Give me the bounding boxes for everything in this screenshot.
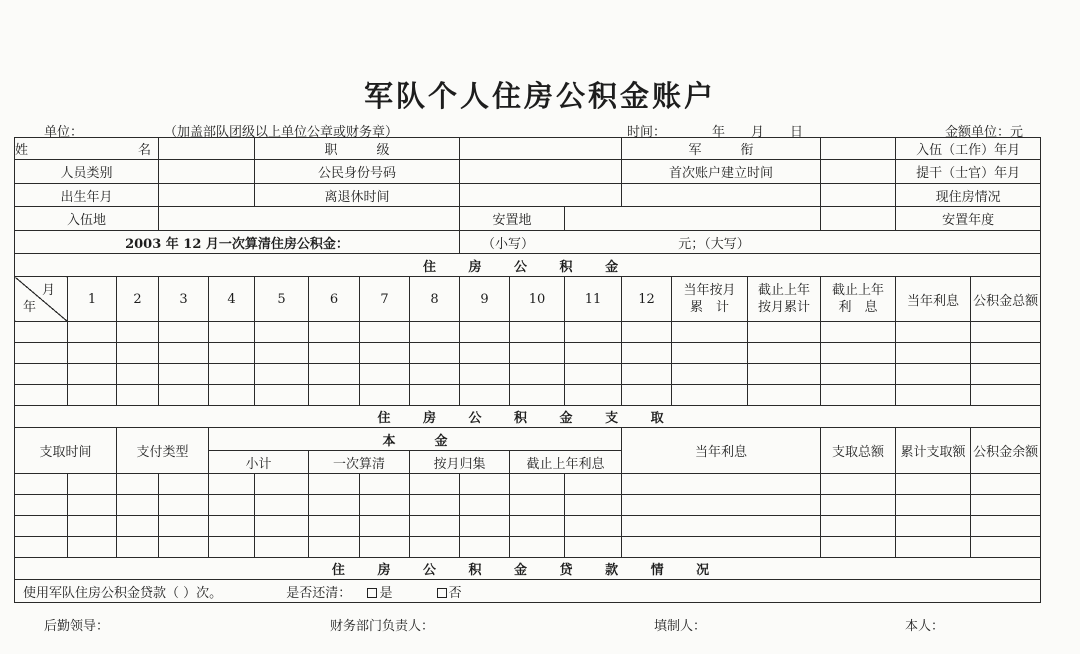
entry-cell[interactable] [410,322,460,343]
entry-cell[interactable] [255,385,309,406]
info-row-3 [15,184,1041,207]
month-header-4: 4 [209,277,255,322]
time-label: 时间： [627,125,667,140]
info-row-1 [15,138,1041,160]
entry-cell[interactable] [360,322,410,343]
stamp-note: （加盖部队团级以上单位公章或财务章） [164,125,399,140]
entry-cell[interactable] [410,495,460,516]
entry-cell[interactable] [209,516,255,537]
entry-cell[interactable] [565,322,622,343]
entry-cell[interactable] [748,385,821,406]
loan-section-header [15,558,1041,580]
entry-cell[interactable] [117,322,159,343]
logistics-leader-label: 后勤领导： [44,619,110,634]
entry-cell[interactable] [672,364,748,385]
entry-cell[interactable] [510,495,565,516]
entry-cell[interactable] [255,474,309,495]
settle-year-label: 安置年度 [896,207,1041,231]
entry-cell[interactable] [971,474,1041,495]
entry-cell[interactable] [309,516,360,537]
promotion-date-label: 提干（士官）年月 [896,160,1041,184]
entry-cell[interactable] [460,474,510,495]
entry-cell[interactable] [510,364,565,385]
entry-cell[interactable] [255,516,309,537]
withdraw-time-header: 支取时间 [15,428,117,474]
entry-cell[interactable] [159,322,209,343]
housing-status-label: 现住房情况 [896,184,1041,207]
entry-cell[interactable] [410,474,460,495]
entry-cell[interactable] [410,364,460,385]
month-year-diagonal-cell [15,277,68,322]
entry-cell[interactable] [622,474,821,495]
entry-cell[interactable] [565,385,622,406]
id-number-value[interactable] [460,160,622,184]
entry-cell[interactable] [821,495,896,516]
entry-cell[interactable] [510,516,565,537]
retire-time-label: 离退休时间 [255,184,460,207]
enlist-date-label: 入伍（工作）年月 [896,138,1041,160]
entry-cell[interactable] [159,385,209,406]
entry-cell[interactable] [410,516,460,537]
monthly-total-header [672,277,748,322]
entry-cell[interactable] [510,537,565,558]
month-header-3: 3 [159,277,209,322]
entry-cell[interactable] [159,537,209,558]
entry-cell[interactable] [117,537,159,558]
rank-value[interactable] [821,138,896,160]
entry-cell[interactable] [565,343,622,364]
entry-cell[interactable] [460,537,510,558]
prev-monthly-line2: 按月累计 [758,300,811,315]
entry-cell[interactable] [510,343,565,364]
entry-cell[interactable] [622,364,672,385]
entry-cell[interactable] [821,343,896,364]
entry-cell[interactable] [360,495,410,516]
entry-cell[interactable] [255,343,309,364]
fund-column-headers [15,277,1041,322]
fund-total-header: 公积金总额 [971,277,1041,322]
entry-cell[interactable] [360,385,410,406]
paid-off-label: 是否还清： [286,585,352,601]
entry-cell[interactable] [360,343,410,364]
entry-cell[interactable] [209,474,255,495]
entry-cell[interactable] [309,322,360,343]
principal-header: 本 金 [209,428,622,451]
entry-cell[interactable] [68,322,117,343]
entry-cell[interactable] [896,516,971,537]
fund-section-title: 住 房 公 积 金 [15,254,1041,277]
entry-cell[interactable] [209,322,255,343]
entry-cell[interactable] [748,322,821,343]
entry-cell[interactable] [821,364,896,385]
entry-cell[interactable] [896,343,971,364]
entry-cell[interactable] [68,364,117,385]
entry-cell[interactable] [896,495,971,516]
entry-cell[interactable] [117,495,159,516]
fund-balance-header: 公积金余额 [971,428,1041,474]
entry-cell[interactable] [15,364,68,385]
entry-cell[interactable] [209,495,255,516]
entry-cell[interactable] [971,322,1041,343]
prev-interest-line1: 截止上年 [832,283,885,298]
monthly-total-line1: 当年按月 [683,283,736,298]
entry-cell[interactable] [460,343,510,364]
entry-cell[interactable] [309,474,360,495]
entry-cell[interactable] [15,343,68,364]
finance-head-label: 财务部门负责人： [330,619,435,634]
entry-cell[interactable] [896,385,971,406]
entry-cell[interactable] [117,474,159,495]
entry-cell[interactable] [15,516,68,537]
entry-cell[interactable] [15,537,68,558]
birth-date-label: 出生年月 [15,184,159,207]
loan-count-text: 使用军队住房公积金贷款（ ）次。 [23,585,223,601]
entry-cell[interactable] [410,385,460,406]
entry-cell[interactable] [255,537,309,558]
table-row [15,322,1041,343]
birth-date-value[interactable] [159,184,255,207]
entry-cell[interactable] [68,516,117,537]
entry-cell[interactable] [159,364,209,385]
month-header-10: 10 [510,277,565,322]
pay-type-header: 支付类型 [117,428,209,474]
info-row-2 [15,160,1041,184]
entry-cell[interactable] [821,322,896,343]
fund-data-rows [15,322,1041,406]
blank-field[interactable] [622,184,821,207]
entry-cell[interactable] [460,322,510,343]
entry-cell[interactable] [309,495,360,516]
entry-cell[interactable] [821,474,896,495]
entry-cell[interactable] [209,364,255,385]
prev-monthly-header [748,277,821,322]
entry-cell[interactable] [622,343,672,364]
entry-cell[interactable] [672,385,748,406]
position-value[interactable] [460,138,622,160]
settle-2003-label: 2003 年 12 月一次算清住房公积金： [15,231,460,254]
no-label: 否 [448,585,462,601]
entry-cell[interactable] [117,343,159,364]
personnel-type-value[interactable] [159,160,255,184]
entry-cell[interactable] [896,474,971,495]
entry-cell[interactable] [460,516,510,537]
entry-cell[interactable] [672,343,748,364]
entry-cell[interactable] [159,495,209,516]
entry-cell[interactable] [896,322,971,343]
prev-interest-line2: 利 息 [838,300,878,315]
prev-monthly-line1: 截止上年 [758,283,811,298]
enlist-place-value[interactable] [159,207,460,231]
settle-place-label: 安置地 [460,207,565,231]
entry-cell[interactable] [622,385,672,406]
withdraw-column-headers-1 [15,428,1041,451]
entry-cell[interactable] [209,343,255,364]
entry-cell[interactable] [896,364,971,385]
info-row-4 [15,207,1041,231]
entry-cell[interactable] [565,495,622,516]
entry-cell[interactable] [68,343,117,364]
month-header-8: 8 [410,277,460,322]
self-signature-label: 本人： [905,619,945,634]
subtotal-header: 小计 [209,451,309,474]
entry-cell[interactable] [971,364,1041,385]
name-label: 姓 名 [15,138,159,160]
entry-cell[interactable] [117,516,159,537]
withdraw-current-interest-header: 当年利息 [622,428,821,474]
monthly-collect-header: 按月归集 [410,451,510,474]
entry-cell[interactable] [159,343,209,364]
entry-cell[interactable] [565,364,622,385]
entry-cell[interactable] [309,385,360,406]
cumulative-withdraw-header: 累计支取额 [896,428,971,474]
entry-cell[interactable] [565,537,622,558]
entry-cell[interactable] [460,495,510,516]
enlist-place-label: 入伍地 [15,207,159,231]
retire-time-value[interactable] [460,184,622,207]
entry-cell[interactable] [15,385,68,406]
table-row [15,385,1041,406]
entry-cell[interactable] [68,495,117,516]
table-row [15,364,1041,385]
entry-cell[interactable] [748,364,821,385]
info-row-5 [15,231,1041,254]
entry-cell[interactable] [410,537,460,558]
entry-cell[interactable] [117,385,159,406]
entry-cell[interactable] [821,516,896,537]
entry-cell[interactable] [360,516,410,537]
id-number-label: 公民身份号码 [255,160,460,184]
one-time-header: 一次算清 [309,451,410,474]
month-header-6: 6 [309,277,360,322]
paid-off-no-option[interactable] [437,586,462,601]
prev-year-interest-header: 截止上年利息 [510,451,622,474]
withdraw-data-rows [15,474,1041,558]
month-header-9: 9 [460,277,510,322]
entry-cell[interactable] [255,364,309,385]
entry-cell[interactable] [971,385,1041,406]
entry-cell[interactable] [309,343,360,364]
entry-cell[interactable] [309,537,360,558]
entry-cell[interactable] [209,385,255,406]
fund-section-header [15,254,1041,277]
entry-cell[interactable] [15,474,68,495]
entry-cell[interactable] [748,343,821,364]
entry-cell[interactable] [309,364,360,385]
year-label: 年 [23,300,37,315]
rank-label: 军 衔 [622,138,821,160]
prev-interest-header [821,277,896,322]
entry-cell[interactable] [510,322,565,343]
table-row [15,516,1041,537]
personnel-type-label: 人员类别 [15,160,159,184]
table-row [15,537,1041,558]
entry-cell[interactable] [672,322,748,343]
loan-info-row [15,580,1041,603]
entry-cell[interactable] [622,537,821,558]
entry-cell[interactable] [565,474,622,495]
entry-cell[interactable] [460,364,510,385]
withdraw-section-title: 住 房 公 积 金 支 取 [15,406,1041,428]
entry-cell[interactable] [565,516,622,537]
entry-cell[interactable] [622,322,672,343]
blank-field[interactable] [821,184,896,207]
settle-place-value[interactable] [565,207,821,231]
no-checkbox[interactable] [437,588,447,598]
entry-cell[interactable] [360,364,410,385]
entry-cell[interactable] [510,385,565,406]
entry-cell[interactable] [255,495,309,516]
unit-label: 单位： [44,125,84,140]
withdraw-total-header: 支取总额 [821,428,896,474]
entry-cell[interactable] [360,474,410,495]
uppercase-label: 元；（大写） [678,236,750,252]
settle-2003-amount[interactable] [460,231,1041,254]
month-label: 月 [41,283,55,298]
entry-cell[interactable] [68,474,117,495]
form-title: 军队个人住房公积金账户 [363,79,716,113]
month-header-12: 12 [622,277,672,322]
entry-cell[interactable] [510,474,565,495]
entry-cell[interactable] [68,385,117,406]
amount-unit: 金额单位：元 [945,125,1024,140]
entry-cell[interactable] [971,537,1041,558]
entry-cell[interactable] [255,322,309,343]
entry-cell[interactable] [821,385,896,406]
loan-section-title: 住 房 公 积 金 贷 款 情 况 [15,558,1041,580]
entry-cell[interactable] [971,343,1041,364]
entry-cell[interactable] [460,385,510,406]
position-label: 职 级 [255,138,460,160]
entry-cell[interactable] [15,322,68,343]
table-row [15,474,1041,495]
loan-info-cell [15,580,1041,603]
entry-cell[interactable] [410,343,460,364]
entry-cell[interactable] [971,516,1041,537]
month-header-11: 11 [565,277,622,322]
entry-cell[interactable] [68,537,117,558]
date-placeholder: 年 月 日 [712,125,804,140]
table-row [15,495,1041,516]
current-interest-header: 当年利息 [896,277,971,322]
month-header-1: 1 [68,277,117,322]
entry-cell[interactable] [117,364,159,385]
table-row [15,343,1041,364]
first-account-label: 首次账户建立时间 [622,160,821,184]
entry-cell[interactable] [209,537,255,558]
entry-cell[interactable] [896,537,971,558]
month-header-2: 2 [117,277,159,322]
first-account-value[interactable] [821,160,896,184]
yes-checkbox[interactable] [367,588,377,598]
blank-field[interactable] [821,207,896,231]
entry-cell[interactable] [360,537,410,558]
yes-label: 是 [379,585,393,601]
entry-cell[interactable] [622,495,821,516]
entry-cell[interactable] [622,516,821,537]
monthly-total-line2: 累 计 [690,300,730,315]
withdraw-section-header [15,406,1041,428]
preparer-label: 填制人： [654,619,707,634]
month-header-7: 7 [360,277,410,322]
month-header-5: 5 [255,277,309,322]
lowercase-label: （小写） [482,236,535,252]
entry-cell[interactable] [159,474,209,495]
entry-cell[interactable] [821,537,896,558]
entry-cell[interactable] [971,495,1041,516]
paid-off-yes-option[interactable] [367,586,392,601]
fund-account-table [14,137,1041,603]
entry-cell[interactable] [15,495,68,516]
entry-cell[interactable] [159,516,209,537]
